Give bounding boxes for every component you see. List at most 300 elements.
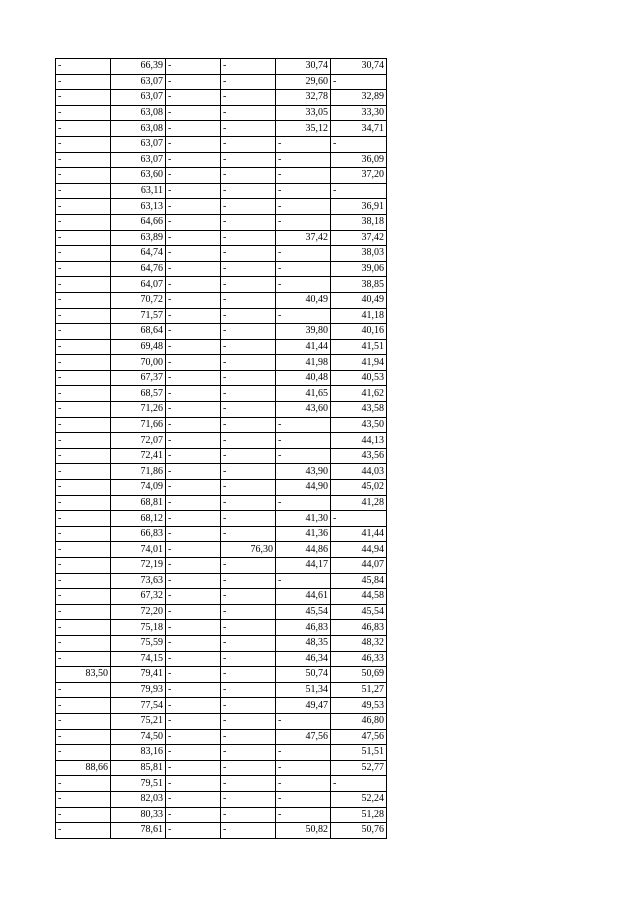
table-cell: -: [56, 464, 111, 480]
table-row: [56, 807, 387, 823]
table-cell: -: [166, 370, 221, 386]
table-cell: 51,51: [331, 745, 387, 761]
table-cell: -: [221, 807, 276, 823]
table-cell: -: [166, 355, 221, 371]
table-cell: -: [221, 495, 276, 511]
table-cell: 43,56: [331, 448, 387, 464]
table-row: [56, 339, 387, 355]
table-cell: 68,12: [111, 511, 166, 527]
table-cell: -: [221, 308, 276, 324]
table-cell: 70,00: [111, 355, 166, 371]
table-row: [56, 682, 387, 698]
table-cell: -: [166, 791, 221, 807]
table-cell: 75,21: [111, 713, 166, 729]
table-row: [56, 214, 387, 230]
table-cell: -: [166, 168, 221, 184]
table-cell: 37,20: [331, 168, 387, 184]
table-cell: 47,56: [331, 729, 387, 745]
table-cell: 76,30: [221, 542, 276, 558]
table-cell: -: [276, 417, 331, 433]
table-cell: -: [56, 495, 111, 511]
table-cell: 32,78: [276, 90, 331, 106]
table-cell: 50,82: [276, 823, 331, 839]
table-cell: 63,07: [111, 90, 166, 106]
table-row: [56, 713, 387, 729]
table-cell: -: [166, 745, 221, 761]
table-row: [56, 511, 387, 527]
table-row: [56, 230, 387, 246]
table-row: [56, 433, 387, 449]
table-cell: 50,69: [331, 667, 387, 683]
table-cell: -: [221, 620, 276, 636]
table-row: [56, 417, 387, 433]
table-cell: 44,58: [331, 589, 387, 605]
table-cell: -: [166, 558, 221, 574]
table-cell: 46,33: [331, 651, 387, 667]
table-cell: -: [221, 713, 276, 729]
table-cell: -: [166, 386, 221, 402]
table-cell: 44,94: [331, 542, 387, 558]
table-cell: 85,81: [111, 760, 166, 776]
table-cell: -: [221, 776, 276, 792]
table-cell: 44,61: [276, 589, 331, 605]
table-cell: 52,77: [331, 760, 387, 776]
table-cell: 41,44: [331, 526, 387, 542]
table-cell: -: [276, 308, 331, 324]
table-cell: 69,48: [111, 339, 166, 355]
table-cell: -: [166, 448, 221, 464]
table-cell: -: [331, 183, 387, 199]
table-cell: -: [56, 511, 111, 527]
table-cell: -: [56, 183, 111, 199]
table-cell: -: [56, 620, 111, 636]
table-row: [56, 464, 387, 480]
table-cell: 40,49: [331, 292, 387, 308]
table-cell: -: [56, 168, 111, 184]
table-cell: -: [276, 199, 331, 215]
table-cell: 45,84: [331, 573, 387, 589]
table-cell: 33,30: [331, 105, 387, 121]
table-cell: 44,13: [331, 433, 387, 449]
table-cell: -: [166, 729, 221, 745]
table-cell: 72,20: [111, 604, 166, 620]
table-cell: 44,86: [276, 542, 331, 558]
table-cell: 63,07: [111, 74, 166, 90]
table-cell: 78,61: [111, 823, 166, 839]
table-cell: -: [276, 277, 331, 293]
table-cell: 74,15: [111, 651, 166, 667]
table-row: [56, 698, 387, 714]
table-row: [56, 495, 387, 511]
table-cell: -: [56, 199, 111, 215]
table-cell: -: [221, 760, 276, 776]
table-cell: -: [166, 682, 221, 698]
table-cell: 30,74: [276, 59, 331, 75]
table-cell: -: [56, 277, 111, 293]
table-cell: -: [56, 59, 111, 75]
table-cell: -: [331, 776, 387, 792]
table-cell: 43,58: [331, 402, 387, 418]
table-cell: -: [166, 214, 221, 230]
table-cell: -: [221, 480, 276, 496]
table-cell: 30,74: [331, 59, 387, 75]
table-row: [56, 526, 387, 542]
table-cell: -: [166, 604, 221, 620]
table-cell: -: [166, 776, 221, 792]
table-row: [56, 183, 387, 199]
table-cell: -: [221, 589, 276, 605]
table-cell: -: [166, 152, 221, 168]
table-cell: -: [56, 261, 111, 277]
table-row: [56, 558, 387, 574]
table-cell: -: [276, 776, 331, 792]
table-row: [56, 386, 387, 402]
table-cell: -: [56, 339, 111, 355]
table-cell: 36,09: [331, 152, 387, 168]
table-row: [56, 370, 387, 386]
table-cell: 63,60: [111, 168, 166, 184]
table-cell: -: [221, 183, 276, 199]
table-row: [56, 355, 387, 371]
table-row: [56, 573, 387, 589]
table-cell: -: [166, 277, 221, 293]
table-cell: -: [221, 526, 276, 542]
table-cell: 45,02: [331, 480, 387, 496]
table-cell: 43,50: [331, 417, 387, 433]
table-cell: 67,37: [111, 370, 166, 386]
table-cell: -: [56, 355, 111, 371]
table-cell: 43,60: [276, 402, 331, 418]
table-cell: 40,48: [276, 370, 331, 386]
table-cell: -: [221, 511, 276, 527]
table-row: [56, 261, 387, 277]
table-cell: 74,09: [111, 480, 166, 496]
table-cell: 46,80: [331, 713, 387, 729]
table-cell: 51,34: [276, 682, 331, 698]
table-cell: -: [56, 74, 111, 90]
table-cell: -: [221, 199, 276, 215]
data-table-body: [56, 59, 387, 839]
table-cell: -: [166, 74, 221, 90]
table-cell: 64,76: [111, 261, 166, 277]
table-cell: 44,07: [331, 558, 387, 574]
table-cell: -: [166, 199, 221, 215]
table-cell: -: [221, 573, 276, 589]
table-cell: -: [221, 121, 276, 137]
table-row: [56, 589, 387, 605]
table-cell: -: [166, 823, 221, 839]
table-cell: 66,83: [111, 526, 166, 542]
table-cell: -: [221, 339, 276, 355]
table-cell: 64,66: [111, 214, 166, 230]
table-cell: -: [56, 542, 111, 558]
table-row: [56, 90, 387, 106]
table-cell: 68,57: [111, 386, 166, 402]
table-cell: -: [221, 791, 276, 807]
table-cell: 40,49: [276, 292, 331, 308]
table-cell: 63,08: [111, 105, 166, 121]
table-cell: -: [166, 495, 221, 511]
table-cell: 83,50: [56, 667, 111, 683]
table-cell: 36,91: [331, 199, 387, 215]
table-cell: 63,11: [111, 183, 166, 199]
table-row: [56, 667, 387, 683]
table-row: [56, 308, 387, 324]
table-cell: -: [56, 90, 111, 106]
table-cell: -: [166, 511, 221, 527]
table-cell: -: [276, 261, 331, 277]
table-cell: 63,07: [111, 136, 166, 152]
table-cell: -: [56, 682, 111, 698]
table-cell: -: [56, 729, 111, 745]
table-cell: 38,18: [331, 214, 387, 230]
table-cell: -: [56, 698, 111, 714]
table-cell: 64,07: [111, 277, 166, 293]
table-cell: -: [166, 261, 221, 277]
table-cell: -: [166, 760, 221, 776]
table-cell: 77,54: [111, 698, 166, 714]
table-cell: 51,27: [331, 682, 387, 698]
table-cell: -: [56, 308, 111, 324]
table-cell: 51,28: [331, 807, 387, 823]
table-cell: 38,03: [331, 246, 387, 262]
table-cell: -: [276, 495, 331, 511]
table-cell: -: [221, 355, 276, 371]
table-row: [56, 651, 387, 667]
table-cell: 80,33: [111, 807, 166, 823]
table-cell: -: [56, 526, 111, 542]
table-row: [56, 635, 387, 651]
table-cell: 63,08: [111, 121, 166, 137]
table-cell: -: [276, 246, 331, 262]
table-cell: 39,06: [331, 261, 387, 277]
table-cell: 71,57: [111, 308, 166, 324]
table-cell: -: [166, 698, 221, 714]
table-cell: -: [56, 230, 111, 246]
table-cell: -: [221, 277, 276, 293]
table-cell: 44,17: [276, 558, 331, 574]
table-cell: -: [56, 480, 111, 496]
table-cell: 41,98: [276, 355, 331, 371]
table-cell: 79,93: [111, 682, 166, 698]
table-cell: 32,89: [331, 90, 387, 106]
table-cell: 74,50: [111, 729, 166, 745]
table-cell: -: [221, 558, 276, 574]
table-cell: -: [56, 152, 111, 168]
table-cell: 71,86: [111, 464, 166, 480]
table-cell: 41,30: [276, 511, 331, 527]
table-row: [56, 729, 387, 745]
table-row: [56, 745, 387, 761]
table-cell: 63,89: [111, 230, 166, 246]
table-cell: -: [276, 214, 331, 230]
table-cell: -: [221, 292, 276, 308]
table-cell: -: [331, 74, 387, 90]
table-cell: -: [276, 713, 331, 729]
table-row: [56, 604, 387, 620]
table-row: [56, 402, 387, 418]
table-cell: 52,24: [331, 791, 387, 807]
table-row: [56, 246, 387, 262]
table-cell: -: [56, 573, 111, 589]
table-cell: 71,26: [111, 402, 166, 418]
table-cell: -: [276, 573, 331, 589]
table-row: [56, 136, 387, 152]
table-row: [56, 292, 387, 308]
table-cell: -: [221, 464, 276, 480]
table-cell: -: [56, 776, 111, 792]
table-cell: 79,51: [111, 776, 166, 792]
table-cell: 67,32: [111, 589, 166, 605]
table-cell: -: [276, 807, 331, 823]
table-cell: -: [166, 292, 221, 308]
table-cell: -: [166, 121, 221, 137]
table-row: [56, 105, 387, 121]
table-cell: -: [221, 168, 276, 184]
table-cell: 45,54: [276, 604, 331, 620]
table-cell: 41,36: [276, 526, 331, 542]
table-cell: 48,32: [331, 635, 387, 651]
table-cell: 50,76: [331, 823, 387, 839]
table-cell: -: [56, 105, 111, 121]
table-cell: -: [166, 339, 221, 355]
table-cell: -: [166, 105, 221, 121]
table-cell: -: [166, 308, 221, 324]
table-cell: -: [56, 246, 111, 262]
table-cell: 37,42: [276, 230, 331, 246]
table-cell: -: [221, 604, 276, 620]
table-cell: 41,62: [331, 386, 387, 402]
table-cell: 68,64: [111, 324, 166, 340]
table-cell: -: [276, 433, 331, 449]
table-cell: -: [166, 230, 221, 246]
table-cell: 41,51: [331, 339, 387, 355]
table-cell: 46,34: [276, 651, 331, 667]
table-cell: -: [56, 713, 111, 729]
table-cell: -: [56, 635, 111, 651]
table-cell: 48,35: [276, 635, 331, 651]
table-cell: 43,90: [276, 464, 331, 480]
table-cell: 49,47: [276, 698, 331, 714]
table-cell: 40,53: [331, 370, 387, 386]
table-cell: -: [221, 698, 276, 714]
table-cell: -: [56, 417, 111, 433]
table-cell: 41,44: [276, 339, 331, 355]
table-cell: -: [331, 511, 387, 527]
table-cell: 44,90: [276, 480, 331, 496]
table-cell: -: [56, 121, 111, 137]
table-cell: -: [221, 682, 276, 698]
table-row: [56, 542, 387, 558]
table-cell: -: [331, 136, 387, 152]
table-cell: 72,19: [111, 558, 166, 574]
table-cell: -: [221, 74, 276, 90]
table-row: [56, 74, 387, 90]
table-cell: 72,07: [111, 433, 166, 449]
table-cell: -: [221, 230, 276, 246]
table-cell: -: [221, 433, 276, 449]
table-row: [56, 152, 387, 168]
table-cell: -: [166, 59, 221, 75]
table-cell: -: [166, 589, 221, 605]
table-cell: 83,16: [111, 745, 166, 761]
table-row: [56, 121, 387, 137]
table-row: [56, 791, 387, 807]
table-cell: -: [56, 604, 111, 620]
table-cell: -: [221, 324, 276, 340]
table-cell: -: [56, 558, 111, 574]
table-cell: -: [276, 760, 331, 776]
table-cell: 75,18: [111, 620, 166, 636]
table-cell: 39,80: [276, 324, 331, 340]
table-cell: -: [56, 791, 111, 807]
table-row: [56, 324, 387, 340]
table-cell: 33,05: [276, 105, 331, 121]
table-cell: 88,66: [56, 760, 111, 776]
table-cell: -: [166, 651, 221, 667]
table-cell: -: [276, 448, 331, 464]
table-cell: 82,03: [111, 791, 166, 807]
table-cell: -: [221, 745, 276, 761]
table-row: [56, 448, 387, 464]
table-cell: -: [166, 464, 221, 480]
table-cell: -: [166, 713, 221, 729]
table-cell: -: [221, 635, 276, 651]
table-cell: 63,13: [111, 199, 166, 215]
table-cell: -: [221, 448, 276, 464]
table-cell: -: [166, 635, 221, 651]
table-cell: -: [56, 823, 111, 839]
table-cell: -: [56, 136, 111, 152]
table-cell: -: [56, 448, 111, 464]
table-cell: -: [56, 807, 111, 823]
table-cell: -: [166, 246, 221, 262]
table-cell: -: [56, 324, 111, 340]
table-row: [56, 168, 387, 184]
table-cell: 70,72: [111, 292, 166, 308]
table-row: [56, 620, 387, 636]
data-table: [55, 58, 387, 839]
table-cell: -: [221, 59, 276, 75]
table-cell: -: [166, 573, 221, 589]
table-cell: 72,41: [111, 448, 166, 464]
table-cell: 73,63: [111, 573, 166, 589]
table-cell: -: [221, 417, 276, 433]
table-cell: -: [221, 214, 276, 230]
table-cell: 75,59: [111, 635, 166, 651]
table-cell: -: [221, 105, 276, 121]
table-row: [56, 760, 387, 776]
table-cell: -: [56, 402, 111, 418]
table-cell: -: [166, 542, 221, 558]
table-cell: -: [276, 745, 331, 761]
table-cell: -: [276, 152, 331, 168]
table-cell: -: [221, 152, 276, 168]
table-cell: 68,81: [111, 495, 166, 511]
table-cell: -: [221, 729, 276, 745]
table-cell: 50,74: [276, 667, 331, 683]
table-cell: -: [276, 168, 331, 184]
table-cell: -: [166, 667, 221, 683]
table-cell: 45,54: [331, 604, 387, 620]
table-cell: -: [56, 214, 111, 230]
table-cell: 47,56: [276, 729, 331, 745]
table-cell: 40,16: [331, 324, 387, 340]
table-cell: -: [166, 480, 221, 496]
table-cell: 49,53: [331, 698, 387, 714]
table-cell: 41,65: [276, 386, 331, 402]
table-cell: -: [166, 433, 221, 449]
